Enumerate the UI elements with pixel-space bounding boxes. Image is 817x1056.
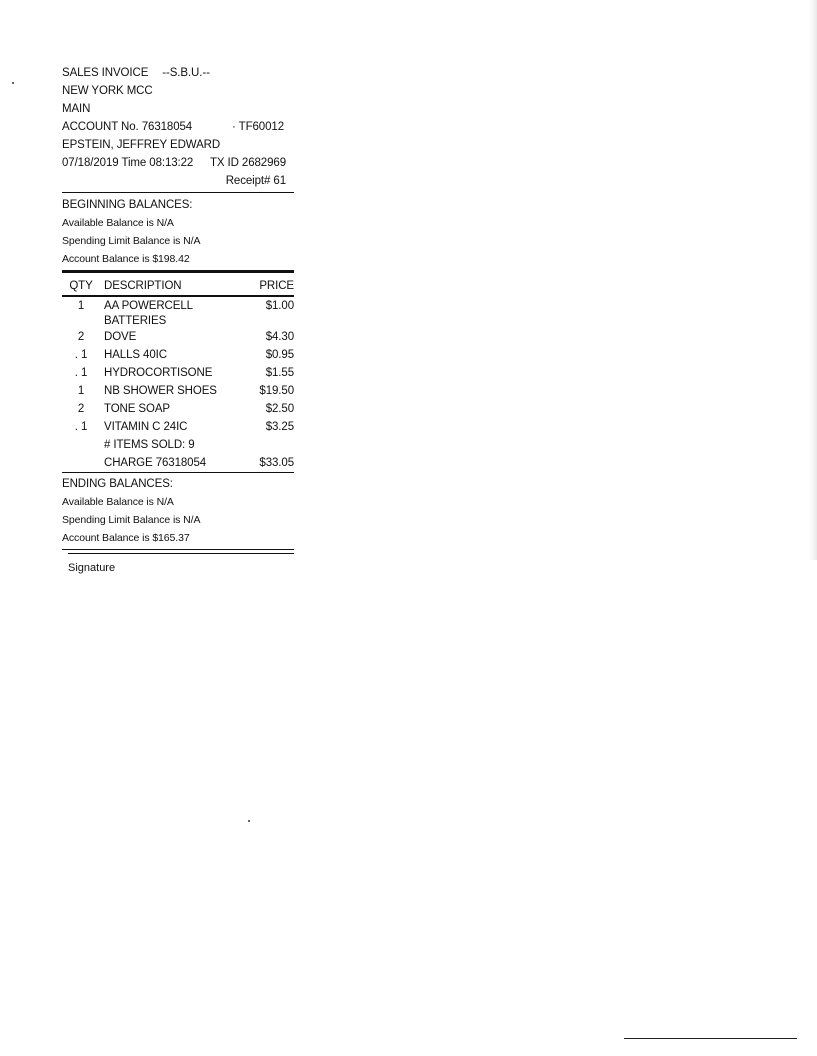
transaction-datetime: 07/18/2019 Time 08:13:22 bbox=[62, 157, 194, 169]
items-table-header bbox=[62, 277, 294, 296]
charge-total: $33.05 bbox=[232, 454, 294, 473]
charge-label: CHARGE 76318054 bbox=[100, 454, 232, 473]
item-qty: 1 bbox=[77, 300, 85, 312]
item-description-line: HALLS 40IC bbox=[104, 349, 167, 361]
invoice-title: SALES INVOICE bbox=[62, 67, 149, 79]
item-row bbox=[62, 328, 294, 346]
transaction-id: TX ID 2682969 bbox=[209, 157, 286, 169]
scan-speck bbox=[248, 820, 250, 822]
ending-balances-heading: ENDING BALANCES: bbox=[62, 478, 173, 490]
item-description bbox=[100, 400, 232, 418]
account-number: ACCOUNT No. 76318054 bbox=[62, 121, 193, 133]
items-sold-row bbox=[62, 436, 294, 454]
item-price: $3.25 bbox=[265, 421, 294, 433]
beginning-spending-limit: Spending Limit Balance is N/A bbox=[62, 235, 201, 247]
beginning-account-balance: Account Balance is $198.42 bbox=[62, 253, 190, 265]
branch: MAIN bbox=[62, 103, 91, 115]
price-header: PRICE bbox=[232, 277, 294, 296]
item-qty: . 1 bbox=[74, 421, 88, 433]
beginning-available-balance: Available Balance is N/A bbox=[62, 217, 174, 229]
items-table bbox=[62, 277, 294, 473]
item-price: $2.50 bbox=[265, 403, 294, 415]
qty-header: QTY bbox=[62, 277, 100, 296]
receipt-number: Receipt# 61 bbox=[225, 175, 286, 187]
item-row bbox=[62, 418, 294, 436]
item-price: $0.95 bbox=[265, 349, 294, 361]
item-description-line: AA POWERCELL bbox=[104, 300, 193, 312]
invoice-title-row bbox=[62, 64, 294, 82]
item-description bbox=[100, 296, 232, 328]
item-description-line: TONE SOAP bbox=[104, 403, 170, 415]
item-description bbox=[100, 418, 232, 436]
item-description-line: BATTERIES bbox=[104, 315, 167, 327]
item-qty: . 1 bbox=[74, 367, 88, 379]
item-price: $1.55 bbox=[265, 367, 294, 379]
scan-speck bbox=[12, 82, 14, 84]
item-qty: 2 bbox=[77, 403, 85, 415]
item-price: $1.00 bbox=[265, 300, 294, 312]
item-price: $19.50 bbox=[259, 385, 294, 397]
item-description-line: VITAMIN C 24IC bbox=[104, 421, 188, 433]
page-footer-line bbox=[624, 1038, 797, 1039]
item-description-line: NB SHOWER SHOES bbox=[104, 385, 217, 397]
item-description bbox=[100, 328, 232, 346]
item-price: $4.30 bbox=[265, 331, 294, 343]
description-header: DESCRIPTION bbox=[100, 277, 232, 296]
beginning-balances-heading: BEGINNING BALANCES: bbox=[62, 199, 193, 211]
ending-available-balance: Available Balance is N/A bbox=[62, 496, 174, 508]
charge-row bbox=[62, 454, 294, 473]
item-row bbox=[62, 382, 294, 400]
datetime-row bbox=[62, 154, 294, 172]
item-row bbox=[62, 364, 294, 382]
item-description bbox=[100, 346, 232, 364]
item-qty: 1 bbox=[77, 385, 85, 397]
divider bbox=[62, 549, 294, 550]
customer-name: EPSTEIN, JEFFREY EDWARD bbox=[62, 139, 221, 151]
item-description-line: HYDROCORTISONE bbox=[104, 367, 213, 379]
item-description bbox=[100, 382, 232, 400]
sbu-label: --S.B.U.-- bbox=[162, 67, 210, 79]
ending-spending-limit: Spending Limit Balance is N/A bbox=[62, 514, 201, 526]
divider bbox=[62, 192, 294, 193]
signature-label: Signature bbox=[68, 562, 116, 574]
item-row bbox=[62, 296, 294, 328]
divider-thick bbox=[62, 270, 294, 273]
sales-invoice-receipt bbox=[62, 64, 294, 553]
location: NEW YORK MCC bbox=[62, 85, 153, 97]
terminal-id: TF60012 bbox=[238, 121, 284, 133]
item-description-line: DOVE bbox=[104, 331, 137, 343]
items-sold-count: # ITEMS SOLD: 9 bbox=[104, 439, 195, 451]
item-row bbox=[62, 346, 294, 364]
ending-account-balance: Account Balance is $165.37 bbox=[62, 532, 190, 544]
item-qty: . 1 bbox=[74, 349, 88, 361]
account-row: ACCOUNT No. 76318054 · TF60012 bbox=[62, 118, 294, 136]
signature-line bbox=[68, 553, 294, 554]
item-description bbox=[100, 364, 232, 382]
item-qty: 2 bbox=[77, 331, 85, 343]
scan-edge-shadow bbox=[809, 0, 817, 560]
item-row bbox=[62, 400, 294, 418]
